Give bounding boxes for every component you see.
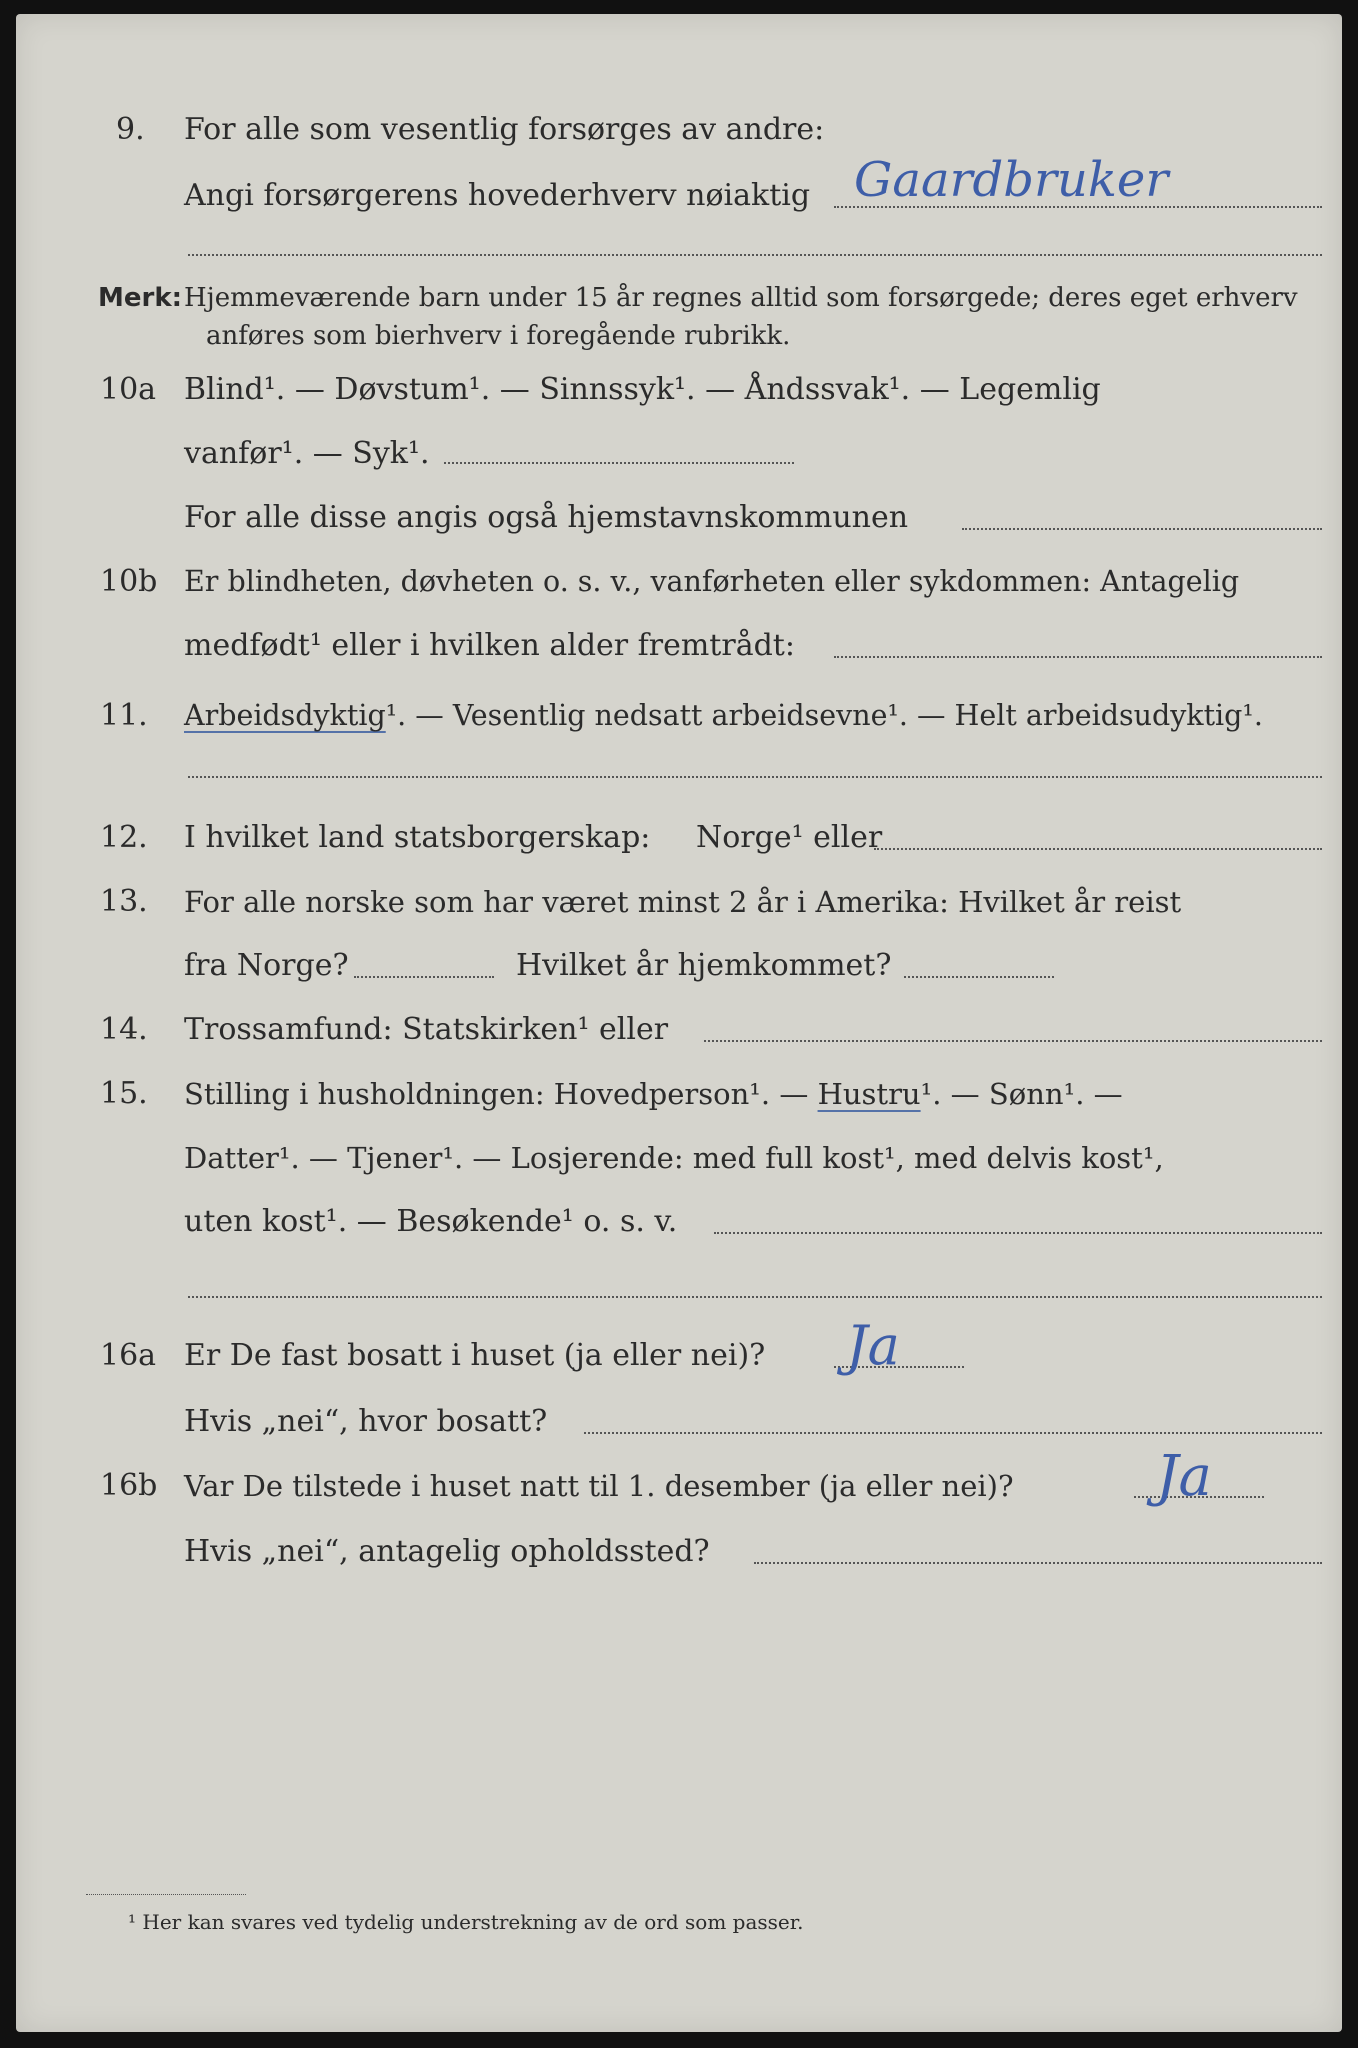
q11-arbeidsdyktig-underlined: Arbeidsdyktig bbox=[184, 699, 386, 732]
q16b-line1: Var De tilstede i huset natt til 1. desember (ja eller nei)? bbox=[184, 1469, 1014, 1503]
q14-number: 14. bbox=[100, 1012, 148, 1047]
q13-number: 13. bbox=[100, 884, 148, 919]
q9-number: 9. bbox=[116, 112, 145, 147]
q12-line1: I hvilket land statsborgerskap: bbox=[184, 820, 651, 855]
q13-line2a: fra Norge? bbox=[184, 948, 349, 983]
q14-answer-line bbox=[704, 1040, 1322, 1042]
q16b-opholdssted-line bbox=[754, 1562, 1322, 1564]
q12-option-norge: Norge¹ eller bbox=[696, 820, 883, 855]
q13-hjemkommet-line bbox=[904, 976, 1054, 978]
q14-line1: Trossamfund: Statskirken¹ eller bbox=[184, 1012, 669, 1047]
merk-label: Merk: bbox=[98, 283, 183, 313]
q10b-line2: medfødt¹ eller i hvilken alder fremtrådt: bbox=[184, 628, 795, 663]
q16b-handwritten-answer: Ja bbox=[1156, 1444, 1212, 1509]
q11-rest: ¹. — Vesentlig nedsatt arbeidsevne¹. — Helt arbeidsudyktig¹. bbox=[385, 699, 1263, 732]
q15-number: 15. bbox=[100, 1076, 148, 1111]
q10a-answer-line bbox=[444, 462, 794, 464]
q10a-line3: For alle disse angis også hjemstavnskommunen bbox=[184, 500, 909, 535]
q16a-bosatt-line bbox=[584, 1432, 1322, 1434]
q13-line1: For alle norske som har været minst 2 år i Amerika: Hvilket år reist bbox=[184, 885, 1182, 919]
q12-number: 12. bbox=[100, 820, 148, 855]
q15-line2: Datter¹. — Tjener¹. — Losjerende: med full kost¹, med delvis kost¹, bbox=[184, 1141, 1164, 1175]
q16a-line1: Er De fast bosatt i huset (ja eller nei)? bbox=[184, 1338, 766, 1373]
q10a-line2: vanfør¹. — Syk¹. bbox=[184, 436, 430, 471]
q15-line1c: ¹. — Sønn¹. — bbox=[920, 1077, 1123, 1111]
q16b-line2: Hvis „nei“, antagelig opholdssted? bbox=[184, 1534, 710, 1569]
q9-extra-line bbox=[188, 254, 1322, 256]
q10a-hjemstavn-line bbox=[962, 528, 1322, 530]
q11-line bbox=[184, 696, 1263, 736]
q10b-number: 10b bbox=[100, 564, 158, 599]
footnote-rule bbox=[86, 1894, 246, 1895]
q10b-line1: Er blindheten, døvheten o. s. v., vanførheten eller sykdommen: Antagelig bbox=[184, 565, 1240, 598]
q15-extra-line bbox=[188, 1296, 1322, 1298]
q16a-handwritten-answer: Ja bbox=[846, 1314, 900, 1377]
q16a-line2: Hvis „nei“, hvor bosatt? bbox=[184, 1404, 548, 1439]
q9-line1: For alle som vesentlig forsørges av andre: bbox=[184, 112, 825, 147]
merk-line2: anføres som bierhverv i foregående rubrikk. bbox=[206, 321, 791, 351]
q11-extra-line bbox=[188, 776, 1322, 778]
q9-handwritten-answer: Gaardbruker bbox=[854, 152, 1169, 208]
q10b-answer-line bbox=[834, 656, 1322, 658]
q15-answer-line bbox=[714, 1232, 1322, 1234]
merk-line1: Hjemmeværende barn under 15 år regnes alltid som forsørgede; deres eget erhverv bbox=[184, 283, 1298, 313]
q15-line3: uten kost¹. — Besøkende¹ o. s. v. bbox=[184, 1204, 678, 1239]
q10a-line1: Blind¹. — Døvstum¹. — Sinnssyk¹. — Åndssvak¹. — Legemlig bbox=[184, 372, 1101, 407]
q16a-number: 16a bbox=[100, 1338, 157, 1373]
census-form-page bbox=[16, 14, 1342, 2032]
q10a-number: 10a bbox=[100, 372, 157, 407]
q13-line2b: Hvilket år hjemkommet? bbox=[516, 948, 892, 983]
footnote-text: ¹ Her kan svares ved tydelig understrekning av de ord som passer. bbox=[128, 1910, 804, 1934]
q16b-number: 16b bbox=[100, 1468, 158, 1503]
q9-line2: Angi forsørgerens hovederhverv nøiaktig bbox=[184, 178, 811, 213]
q12-answer-line bbox=[874, 848, 1322, 850]
q11-number: 11. bbox=[100, 698, 148, 733]
q15-hustru-underlined: Hustru bbox=[817, 1077, 921, 1111]
q15-line1a: Stilling i husholdningen: Hovedperson¹. — bbox=[184, 1077, 809, 1111]
q13-reist-line bbox=[354, 976, 494, 978]
q15-line1 bbox=[184, 1074, 1123, 1114]
